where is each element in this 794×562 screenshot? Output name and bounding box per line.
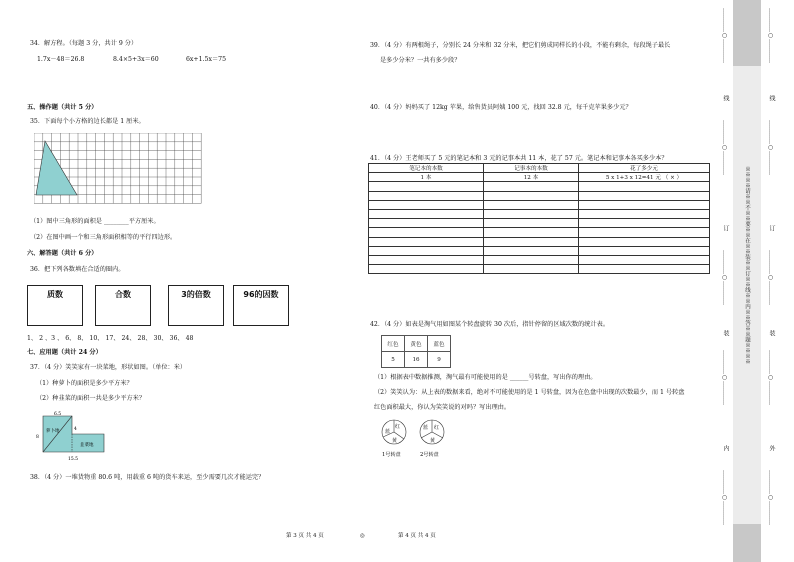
q42-sub2b: 红色面积最大，你认为笑笑说的对吗？写出理由。 (374, 404, 511, 411)
spinner2-yellow: 黄 (430, 438, 436, 444)
table-header-row (369, 164, 710, 173)
label-bottom: 15.5 (68, 457, 79, 462)
inner-mark-in: 内 (722, 445, 729, 451)
field-figure (34, 410, 114, 462)
binding-warning-panel (733, 66, 761, 524)
count-blue: 9 (428, 352, 451, 368)
spinner-1 (380, 417, 410, 459)
table-row-blank (369, 228, 710, 237)
label-chive: 韭菜地 (80, 443, 94, 448)
q36-numbers: 1、 2 、3 、 6、 8、 10、 17、 24、 28、 30、 36、 48 (27, 335, 194, 342)
q40-title: 40．（4 分）妈妈买了 12kg 苹果，给售货员阿姨 100 元，找回 32.8 元，每千克苹果多少元？ (370, 104, 632, 111)
square-grid (34, 133, 202, 207)
table-cell-blank[interactable] (484, 255, 579, 264)
spinner2-caption: 2号转盘 (420, 452, 439, 458)
spinner1-red: 红 (395, 424, 401, 430)
inner-mark-line: 线 (722, 95, 729, 101)
table-cell-blank[interactable] (579, 255, 710, 264)
label-radish: 萝卜地 (46, 429, 60, 434)
table-cell-blank[interactable] (369, 209, 484, 218)
table-cell-blank[interactable] (484, 191, 579, 200)
table-row-blank (369, 200, 710, 209)
q37-sub2: （2）种韭菜的面积一共是多少平方米？ (36, 395, 146, 402)
table-cell-blank[interactable] (369, 265, 484, 274)
table-cell-blank[interactable] (579, 228, 710, 237)
table-cell-blank[interactable] (369, 237, 484, 246)
binding-dotted-line-outer (764, 0, 778, 562)
q35-sub2: （2）在图中画一个和三角形面积相等的平行四边形。 (30, 234, 177, 241)
table-cell-blank[interactable] (484, 209, 579, 218)
table-header: 记事本的本数 (484, 164, 579, 173)
table-row-blank (369, 265, 710, 274)
spinner-2 (418, 417, 448, 459)
q41-title: 41．（4 分）王老师买了 5 元的笔记本和 3 元的记事本共 11 本，花了 57 元。笔记本和记事本各买多少本？ (370, 155, 668, 162)
footer-left-page: 第 3 页 共 4 页 (286, 533, 324, 539)
q37-title: 37．（4 分）笑笑家有一块菜地，形状如图。（单位：米） (30, 364, 187, 371)
dots-mid1: …………○………… (721, 120, 728, 175)
outer-mark-line: 线 (768, 95, 775, 101)
dots-mid1: …………○………… (767, 120, 774, 175)
factor-of-96-box[interactable] (233, 285, 289, 326)
outer-mark-pack: 装 (768, 330, 775, 336)
label-left: 8 (36, 435, 39, 440)
table-cell-blank[interactable] (369, 191, 484, 200)
dots-mid2: …………○………… (767, 250, 774, 305)
binding-dotted-line-inner (718, 0, 732, 562)
table-row (382, 336, 451, 352)
table-cell-blank[interactable] (579, 191, 710, 200)
table-header: 花了多少元 (579, 164, 710, 173)
table-row-blank (369, 191, 710, 200)
q42-title: 42．（4 分）如表是淘气用如图某个转盘旋转 30 次后，指针停留的区域次数的统计表。 (370, 321, 610, 328)
table-row (369, 173, 710, 182)
table-row-blank (369, 237, 710, 246)
table-row-blank (369, 182, 710, 191)
q34-eq3: 6x+1.5x＝75 (186, 56, 227, 63)
footer-center-mark: ◎ (360, 533, 365, 539)
inner-mark-pack: 装 (722, 330, 729, 336)
color-count-table (381, 335, 451, 368)
table-cell-blank[interactable] (484, 200, 579, 209)
count-red: 5 (382, 352, 405, 368)
table-cell-blank[interactable] (579, 237, 710, 246)
color-header-blue: 蓝色 (428, 336, 451, 352)
table-cell: 1 本 (369, 173, 484, 182)
table-cell-blank[interactable] (369, 246, 484, 255)
table-cell-blank[interactable] (484, 237, 579, 246)
multiple-of-3-box-label: 3的倍数 (181, 290, 211, 299)
q42-sub2a: （2）笑笑认为：从上表的数据来看，绝对不可能使用的是 1 号转盘，因为在色盘中出现的次数最少，而 1 号转盘 (374, 389, 685, 396)
table-cell-blank[interactable] (579, 246, 710, 255)
spinner1-yellow: 黄 (392, 438, 398, 444)
dots-top: …………○………… (767, 8, 774, 63)
spinner1-caption: 1号转盘 (382, 452, 401, 458)
spinner2-red: 红 (434, 425, 440, 431)
table-row-blank (369, 209, 710, 218)
factor-of-96-box-label: 96的因数 (243, 290, 279, 299)
table-cell-blank[interactable] (369, 228, 484, 237)
notes-table (368, 163, 710, 274)
binding-strip-top (733, 0, 761, 66)
table-cell-blank[interactable] (579, 265, 710, 274)
q34-eq1: 1.7x－48＝26.8 (37, 56, 85, 63)
outer-mark-out: 外 (768, 445, 775, 451)
table-cell-blank[interactable] (369, 182, 484, 191)
table-cell: 5 x 1+3 x 12=41 元 （ × ） (579, 173, 710, 182)
table-cell-blank[interactable] (579, 200, 710, 209)
table-header: 笔记本的本数 (369, 164, 484, 173)
inner-mark-bind: 订 (722, 225, 729, 231)
table-cell-blank[interactable] (369, 255, 484, 264)
table-cell-blank[interactable] (484, 228, 579, 237)
q37-sub1: （1）种萝卜的面积是多少平方米？ (36, 380, 133, 387)
table-cell-blank[interactable] (484, 182, 579, 191)
table-cell-blank[interactable] (484, 246, 579, 255)
dots-bottom: …………○………… (767, 470, 774, 525)
table-cell-blank[interactable] (369, 200, 484, 209)
q39-line1: 39．（4 分）有两根绳子，分别长 24 分米和 32 分米，把它们剪成同样长的小段，不能有剩余，每段绳子最长 (370, 42, 671, 49)
footer-right-page: 第 4 页 共 4 页 (398, 533, 436, 539)
table-row-blank (369, 255, 710, 264)
spinner1-blue: 蓝 (385, 429, 391, 435)
table-cell-blank[interactable] (579, 182, 710, 191)
section6-heading: 六、解答题（共计 6 分） (27, 250, 98, 257)
table-row-blank (369, 219, 710, 228)
q38-title: 38．（4 分）一堆货物重 80.6 吨，用载重 6 吨的货车来运，至少需要几次才能运完？ (30, 474, 265, 481)
q39-line2: 是多少分米？一共有多少段？ (380, 57, 461, 64)
prime-box-label: 质数 (47, 290, 63, 299)
color-header-red: 红色 (382, 336, 405, 352)
q35-sub1: （1）图中三角形的面积是 ________平方厘米。 (30, 218, 160, 225)
table-cell-blank[interactable] (579, 209, 710, 218)
q34-title: 34．解方程。（每题 3 分，共计 9 分） (30, 40, 138, 47)
composite-box-label: 合数 (115, 290, 131, 299)
dots-top: …………○………… (721, 8, 728, 63)
table-cell: 12 本 (484, 173, 579, 182)
table-cell-blank[interactable] (484, 219, 579, 228)
binding-warning: ※※※※请※※不※※要※※在※※装※※订※※线※※内※※答※※题※※※※ (744, 166, 750, 364)
dots-mid2: …………○………… (721, 250, 728, 305)
dots-mid3: …………○………… (721, 350, 728, 405)
section5-heading: 五、操作题（共计 5 分） (27, 104, 98, 111)
spinner2-blue: 蓝 (423, 425, 429, 431)
q35-title: 35．下面每个小方格的边长都是 1 厘米。 (30, 118, 145, 125)
dots-mid3: …………○………… (767, 350, 774, 405)
table-row (382, 352, 451, 368)
label-mid: 4 (74, 427, 77, 432)
table-row-blank (369, 246, 710, 255)
count-yellow: 16 (405, 352, 428, 368)
q34-eq2: 8.4×5+3x＝60 (113, 56, 159, 63)
dots-bottom: …………○………… (721, 470, 728, 525)
section7-heading: 七、应用题（共计 24 分） (27, 349, 102, 356)
q42-sub1: （1）根据表中数据推测，淘气最有可能使用的是 ______号转盘，写出你的理由。 (374, 374, 597, 381)
table-cell-blank[interactable] (484, 265, 579, 274)
label-top: 6.5 (54, 412, 62, 417)
q36-title: 36．把下列各数填在合适的圈内。 (30, 266, 125, 273)
outer-mark-bind: 订 (768, 225, 775, 231)
prime-box[interactable] (27, 285, 83, 326)
color-header-yellow: 黄色 (405, 336, 428, 352)
table-cell-blank[interactable] (579, 219, 710, 228)
field-shape (43, 416, 104, 452)
binding-strip-bottom (733, 524, 761, 562)
table-cell-blank[interactable] (369, 219, 484, 228)
composite-box[interactable] (95, 285, 151, 326)
multiple-of-3-box[interactable] (168, 285, 224, 326)
